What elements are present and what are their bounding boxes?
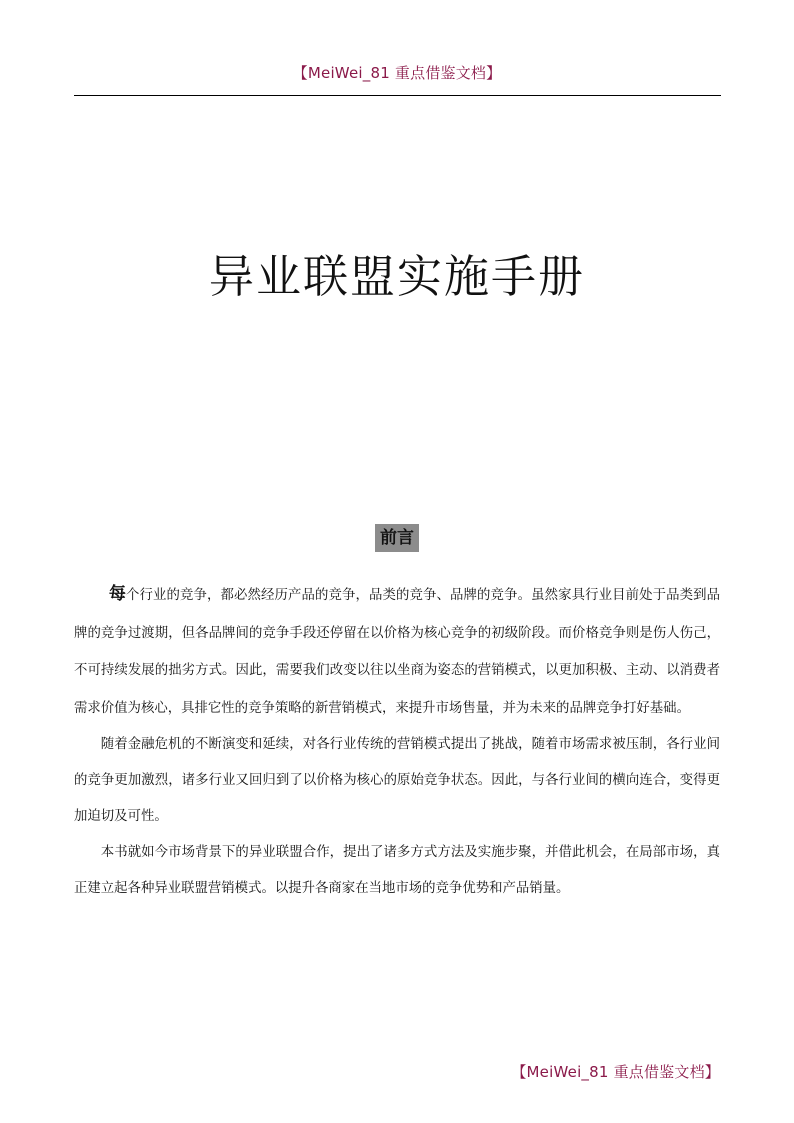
footer-watermark-label: 【MeiWei_81 重点借鉴文档】 — [511, 1063, 720, 1081]
paragraph-1-text: 个行业的竞争，都必然经历产品的竞争，品类的竞争、品牌的竞争。虽然家具行业目前处于品类到品牌的竞争过渡期，但各品牌间的竞争手段还停留在以价格为核心竞争的初级阶段。而价格竞争则是伤人伤己，不可持续发展的拙劣方式。因此，需要我们改变以往以坐商为姿态的营销模式，以更加积极、主动、以消费者需求价值为核心，具排它性的竞争策略的新营销模式，来提升市场售量，并为未来的品牌竞争打好基础。 — [74, 588, 721, 716]
header-watermark-label: 【MeiWei_81 重点借鉴文档】 — [292, 64, 502, 82]
paragraph-1 — [74, 576, 720, 727]
preface-heading: 前言 — [375, 524, 419, 552]
header-divider — [74, 95, 721, 96]
drop-cap: 每 — [108, 584, 126, 604]
preface-body — [74, 576, 720, 907]
document-title: 异业联盟实施手册 — [208, 250, 585, 303]
paragraph-3: 本书就如今市场背景下的异业联盟合作，提出了诸多方式方法及实施步聚，并借此机会，在局部市场，真正建立起各种异业联盟营销模式。以提升各商家在当地市场的竞争优势和产品销量。 — [74, 845, 720, 896]
paragraph-2: 随着金融危机的不断演变和延续，对各行业传统的营销模式提出了挑战，随着市场需求被压制，各行业间的竞争更加激烈，诸多行业又回归到了以价格为核心的原始竞争状态。因此，与各行业间的横向连合，变得更加迫切及可性。 — [74, 737, 720, 824]
